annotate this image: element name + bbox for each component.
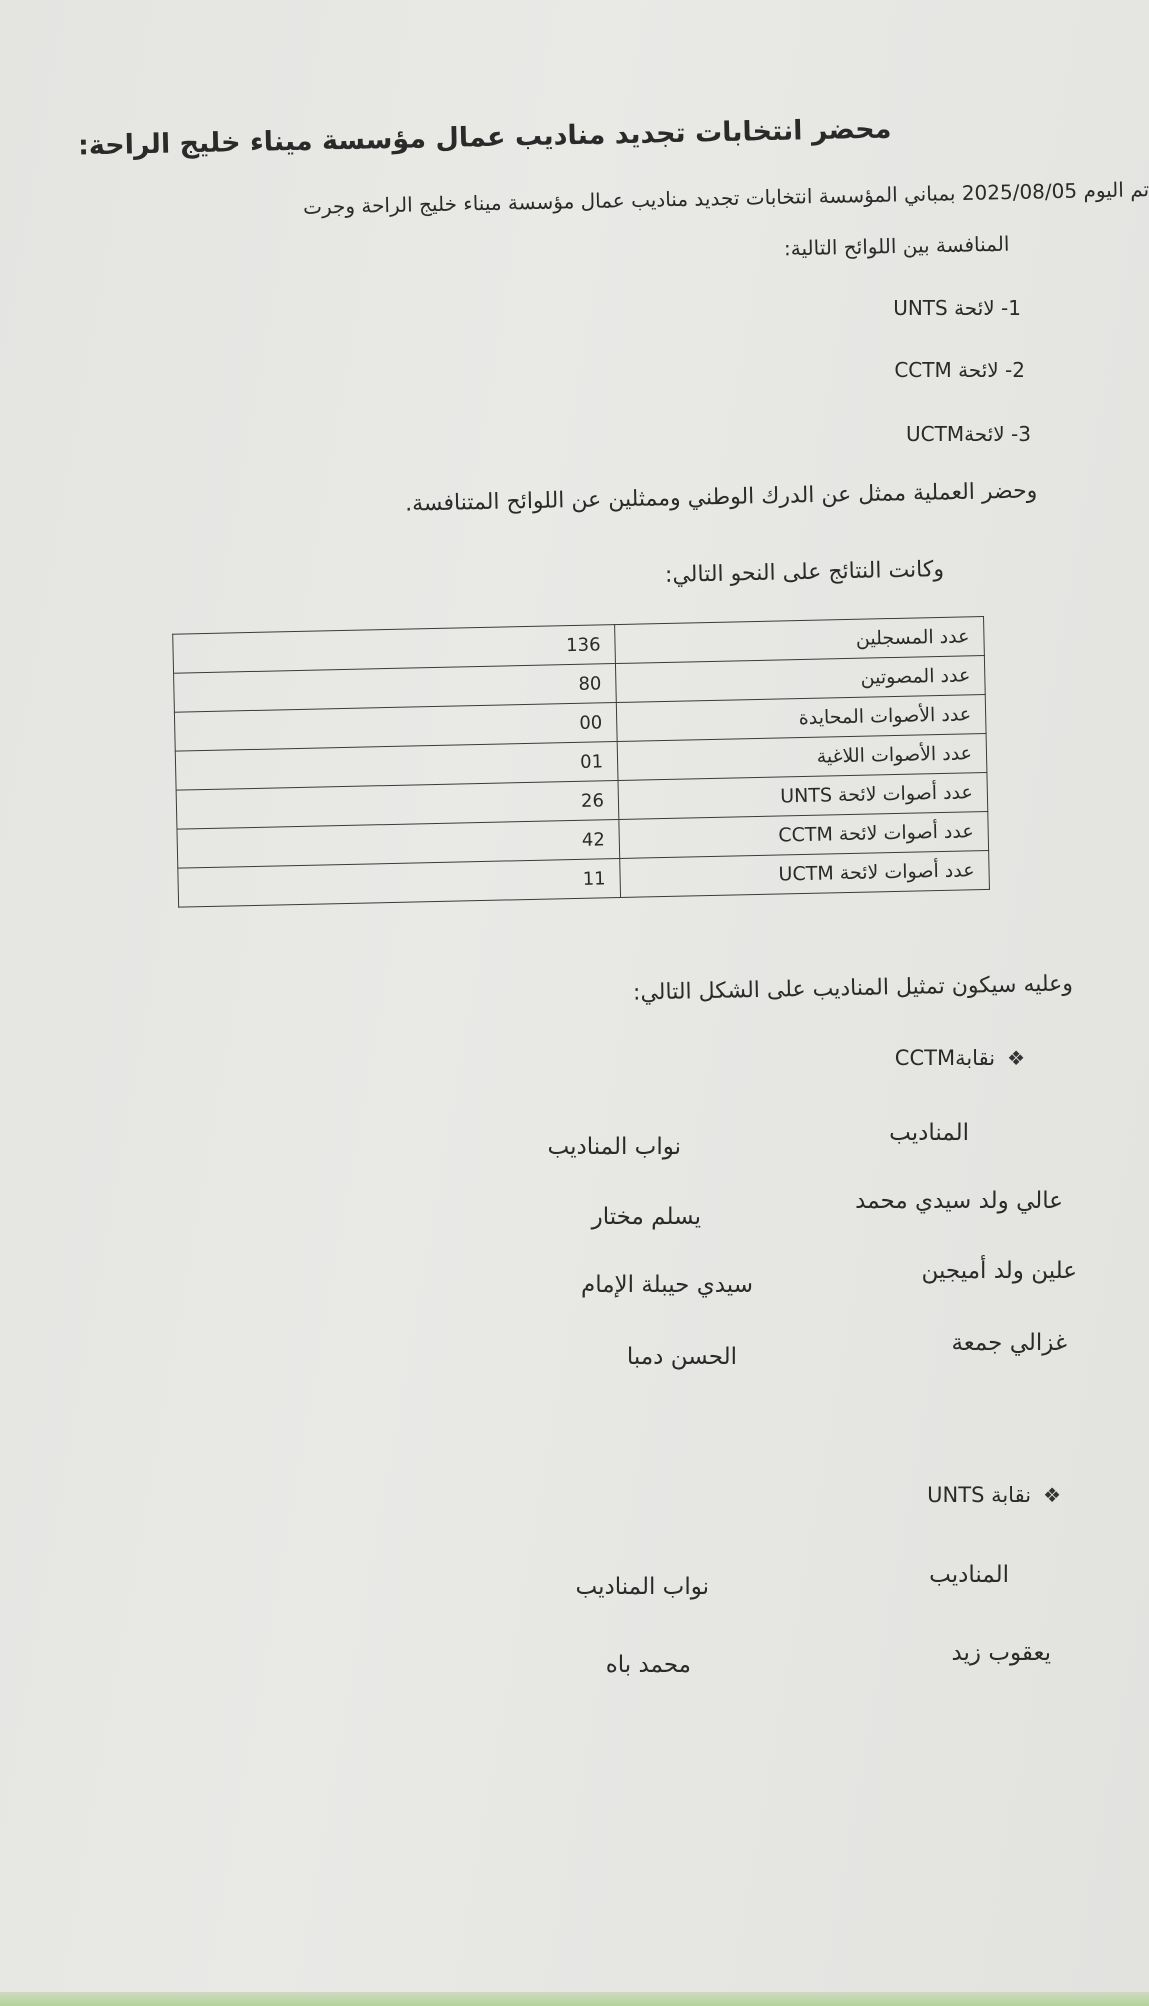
union-heading-unts: [927, 1483, 1061, 1507]
result-label: عدد أصوات لائحة UCTM: [620, 850, 990, 897]
diamond-bullet-icon: ❖: [1043, 1483, 1061, 1507]
result-value: 00: [174, 703, 617, 752]
list-item-cctm: 2- لائحة CCTM: [894, 358, 1025, 382]
result-value: 136: [173, 625, 616, 674]
union-name: نقابةCCTM: [894, 1046, 996, 1070]
result-value: 26: [176, 781, 619, 830]
column-header-deputies: نواب المناديب: [575, 1574, 709, 1600]
deputy-name: محمد باه: [605, 1652, 691, 1678]
union-heading-cctm: [895, 1046, 1025, 1070]
representation-intro: وعليه سيكون تمثيل المناديب على الشكل التالي:: [632, 971, 1074, 1006]
deputy-name: سيدي حيبلة الإمام: [580, 1272, 753, 1298]
list-item-unts: 1- لائحة UNTS: [893, 296, 1021, 320]
column-header-delegates: المناديب: [929, 1562, 1009, 1588]
result-value: 80: [174, 664, 617, 713]
result-label: عدد المصوتين: [615, 656, 985, 703]
deputy-name: الحسن دمبا: [626, 1344, 737, 1370]
page-bottom-edge: [0, 1992, 1149, 2006]
results-intro: وكانت النتائج على النحو التالي:: [664, 557, 945, 588]
column-header-delegates: المناديب: [889, 1120, 969, 1146]
result-label: عدد أصوات لائحة UNTS: [618, 772, 988, 819]
union-name: نقابة UNTS: [927, 1483, 1032, 1507]
intro-line-2: المنافسة بين اللوائح التالية:: [783, 231, 1010, 261]
delegate-name: علين ولد أميجين: [921, 1258, 1077, 1284]
result-label: عدد المسجلين: [615, 617, 985, 664]
intro-line-1: تم اليوم 2025/08/05 بمباني المؤسسة انتخابات تجديد مناديب عمال مؤسسة ميناء خليج الراحة وجرت: [302, 177, 1149, 219]
column-header-deputies: نواب المناديب: [547, 1134, 681, 1160]
delegate-name: غزالي جمعة: [951, 1330, 1067, 1356]
list-item-uctm: 3- لائحةUCTM: [906, 422, 1031, 446]
delegate-name: عالي ولد سيدي محمد: [855, 1188, 1063, 1214]
result-label: عدد الأصوات اللاغية: [617, 733, 987, 780]
result-value: 42: [177, 820, 620, 869]
diamond-bullet-icon: ❖: [1007, 1046, 1025, 1070]
result-label: عدد الأصوات المحايدة: [616, 694, 986, 741]
results-table: [172, 616, 990, 908]
result-value: 11: [178, 859, 621, 908]
deputy-name: يسلم مختار: [591, 1204, 701, 1230]
delegate-name: يعقوب زيد: [951, 1640, 1051, 1666]
attendance-text: وحضر العملية ممثل عن الدرك الوطني وممثلين عن اللوائح المتنافسة.: [404, 478, 1038, 517]
document-title: محضر انتخابات تجديد مناديب عمال مؤسسة ميناء خليج الراحة:: [77, 113, 892, 162]
result-label: عدد أصوات لائحة CCTM: [619, 811, 989, 858]
result-value: 01: [175, 742, 618, 791]
